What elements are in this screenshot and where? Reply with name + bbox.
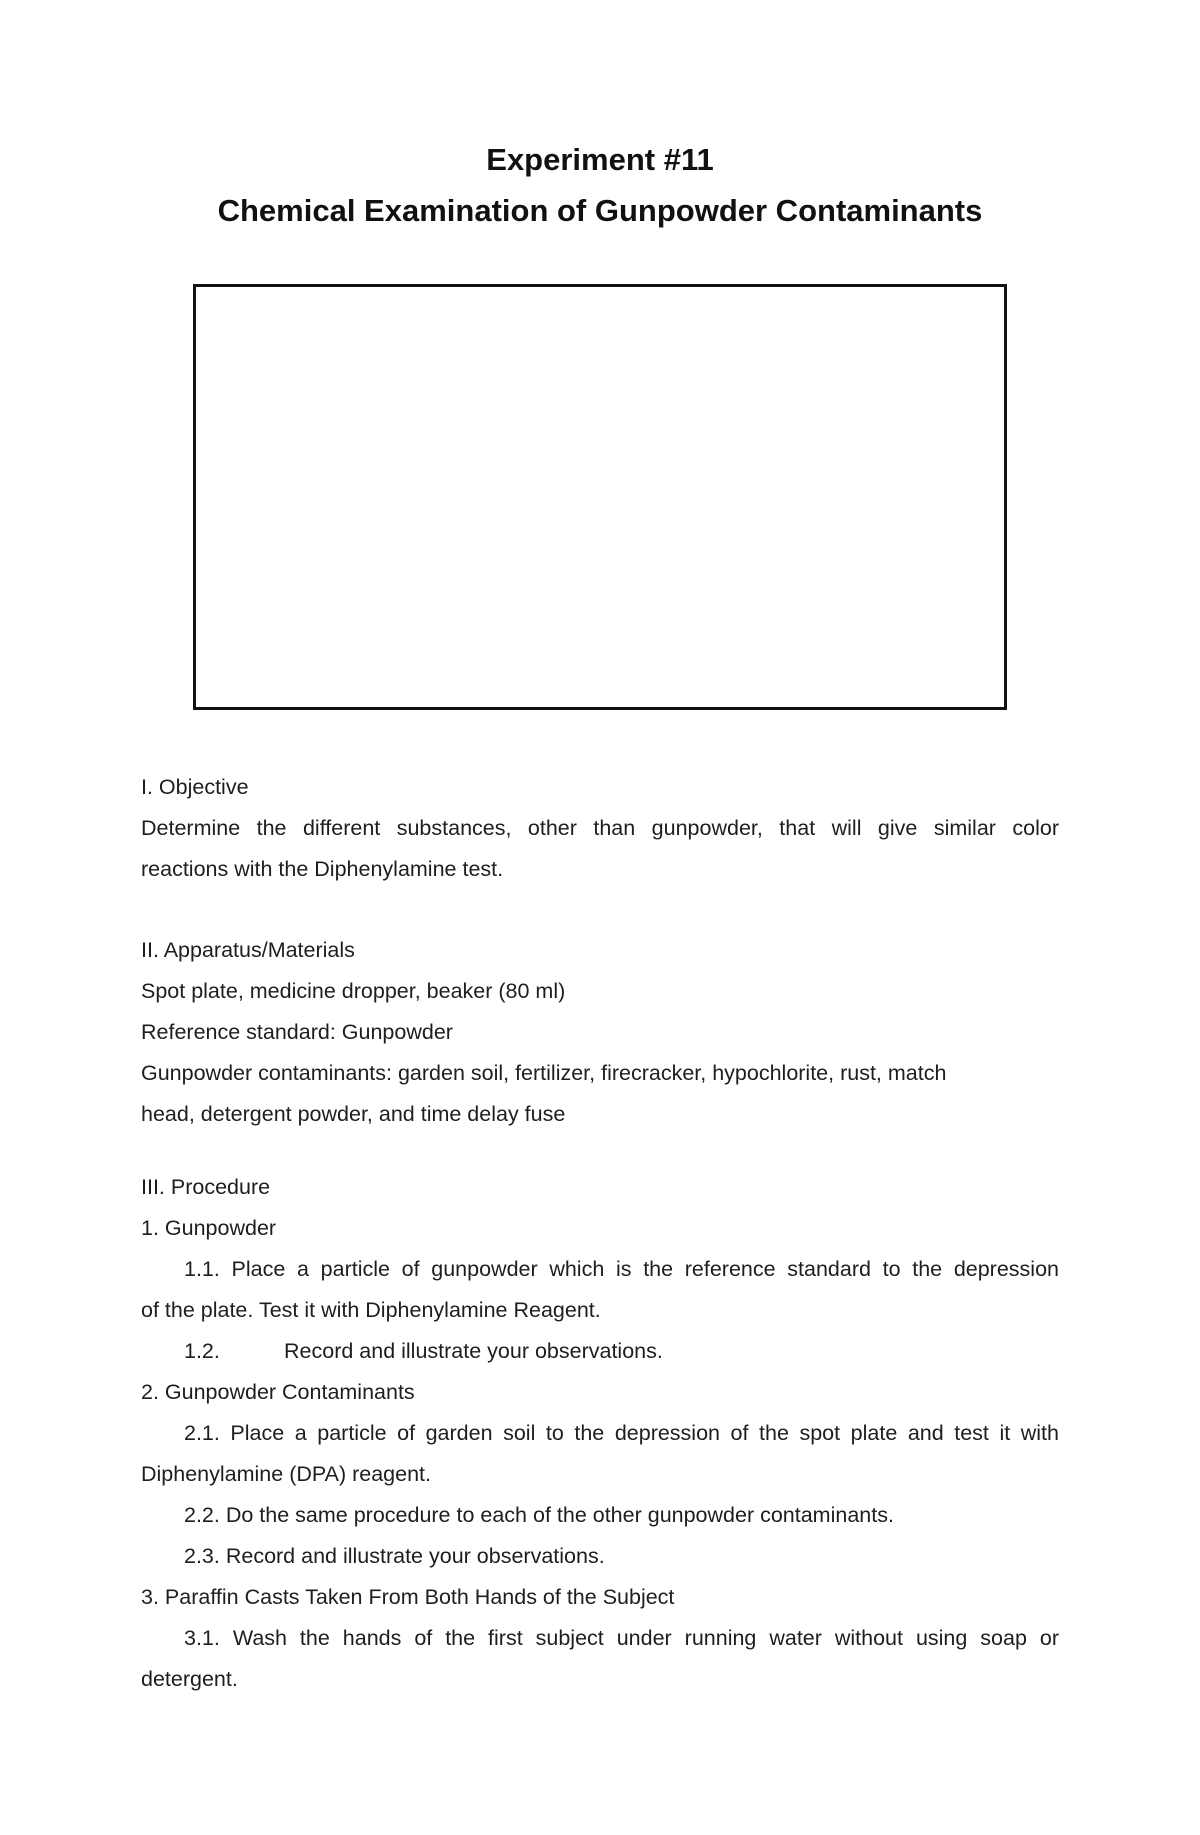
procedure-step-line: detergent.: [141, 1667, 238, 1691]
apparatus-heading: II. Apparatus/Materials: [141, 938, 355, 962]
procedure-subheading: 3. Paraffin Casts Taken From Both Hands of the Subject: [141, 1585, 675, 1609]
objective-text-line: reactions with the Diphenylamine test.: [141, 857, 504, 881]
procedure-step-line: 3.1. Wash the hands of the first subject under running water without using soap or: [184, 1626, 1059, 1650]
experiment-title: Chemical Examination of Gunpowder Contaminants: [217, 193, 983, 228]
step-text: Record and illustrate your observations.: [284, 1339, 663, 1363]
apparatus-line: Spot plate, medicine dropper, beaker (80 ml): [141, 979, 566, 1003]
objective-heading: I. Objective: [141, 775, 249, 799]
apparatus-line: head, detergent powder, and time delay fuse: [141, 1102, 566, 1126]
procedure-step-line: 2.1. Place a particle of garden soil to the depression of the spot plate and test it with: [184, 1421, 1059, 1445]
step-number: 1.2.: [184, 1339, 220, 1363]
procedure-step-line: of the plate. Test it with Diphenylamine Reagent.: [141, 1298, 601, 1322]
objective-text-line: Determine the different substances, other than gunpowder, that will give similar color: [141, 816, 1059, 840]
experiment-number-title: Experiment #11: [486, 142, 714, 177]
illustration-box: [193, 284, 1007, 710]
procedure-heading: III. Procedure: [141, 1175, 271, 1199]
apparatus-line: Reference standard: Gunpowder: [141, 1020, 453, 1044]
procedure-subheading: 1. Gunpowder: [141, 1216, 277, 1240]
procedure-step: [184, 1331, 663, 1372]
procedure-step-line: 2.2. Do the same procedure to each of the other gunpowder contaminants.: [184, 1503, 894, 1527]
procedure-step-line: 2.3. Record and illustrate your observations.: [184, 1544, 605, 1568]
apparatus-line: Gunpowder contaminants: garden soil, fertilizer, firecracker, hypochlorite, rust, match: [141, 1061, 947, 1085]
procedure-step-line: 1.1. Place a particle of gunpowder which is the reference standard to the depression: [184, 1257, 1059, 1281]
procedure-subheading: 2. Gunpowder Contaminants: [141, 1380, 415, 1404]
procedure-step-line: Diphenylamine (DPA) reagent.: [141, 1462, 431, 1486]
